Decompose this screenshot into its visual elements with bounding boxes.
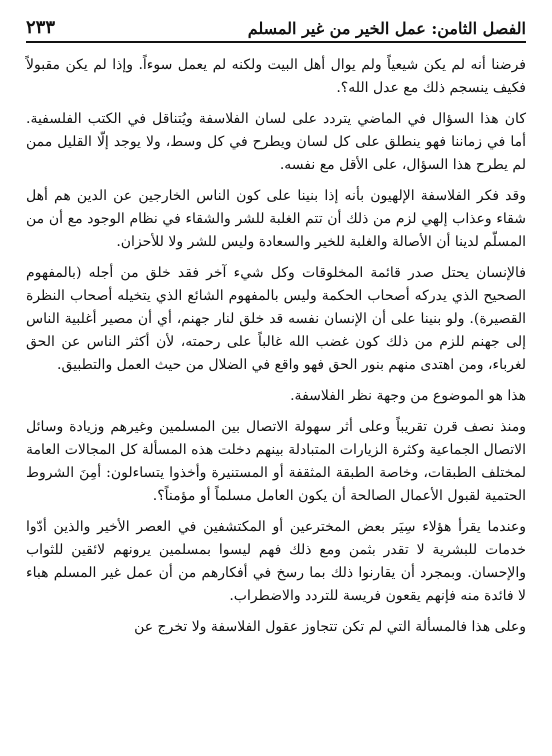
body-text — [26, 54, 526, 639]
page-number: ٢٣٣ — [26, 17, 56, 38]
paragraph: وعلى هذا فالمسألة التي لم تكن تتجاوز عقول الفلاسفة ولا تخرج عن — [134, 619, 526, 635]
paragraph: كان هذا السؤال في الماضي يتردد على لسان الفلاسفة ويُتناقل في الكتب الفلسفية. أما في زماننا فهو ينطلق على كل لسان ويطرح في كل وسط، ولا يوجد إلّا القليل ممن لم يطرح هذا السؤال، على الأقل مع نفسه. — [26, 111, 526, 173]
header-rule — [26, 41, 526, 43]
paragraph: هذا هو الموضوع من وجهة نظر الفلاسفة. — [290, 388, 526, 404]
paragraph: فالإنسان يحتل صدر قائمة المخلوقات وكل شيء آخر فقد خلق من أجله (بالمفهوم الصحيح الذي يدركه أصحاب الحكمة وليس بالمفهوم الشائع الذي يتخيله أصحاب النظرة القصيرة). ولو بنينا على أن الإنسان نفسه قد خلق لنار جهنم، أي أن مصير أغلبية الناس إلى جهنم للزم من ذلك كون غضب الله غالباً على رحمته، لأن أكثر الناس عن الحق لغرباء، ومن اهتدى منهم بنور الحق فهو واقع في الضلال من حيث العمل والتطبيق. — [26, 265, 526, 373]
paragraph: وعندما يقرأ هؤلاء سِيَر بعض المخترعين أو المكتشفين في العصر الأخير والذين أدّوا خدمات للبشرية لا تقدر بثمن ومع ذلك فهم ليسوا بمسلمين يرونهم لائقين للثواب والإحسان. وبمجرد أن يقارنوا ذلك بما رسخ في أفكارهم من أن عمل غير المسلم هباء لا فائدة منه فإنهم يقعون فريسة للتردد والاضطراب. — [26, 519, 526, 604]
paragraph: ومنذ نصف قرن تقريباً وعلى أثر سهولة الاتصال بين المسلمين وغيرهم وزيادة وسائل الاتصال الجماعية وكثرة الزيارات المتبادلة بينهم دخلت هذه المسألة كل المجالات العامة لمختلف الطبقات، وخاصة الطبقة المثقفة أو المستنيرة وأخذوا يتساءلون: أمِنَ الشروط الحتمية لقبول الأعمال الصالحة أن يكون العامل مسلماً أو مؤمناً؟. — [26, 419, 526, 504]
paragraph: فرضنا أنه لم يكن شيعياً ولم يوال أهل البيت ولكنه لم يعمل سوءاً. وإذا لم يكن مقبولاً فكيف ينسجم ذلك مع عدل الله؟. — [26, 57, 526, 96]
chapter-title: الفصل الثامن: عمل الخير من غير المسلم — [247, 19, 526, 38]
paragraph: وقد فكر الفلاسفة الإلهيون بأنه إذا بنينا على كون الناس الخارجين عن الدين هم أهل شقاء وعذاب إلهي لزم من ذلك أن تتم الغلبة للشر والشقاء في نظام الوجود مع أن من المسلّم لدينا أن الأصالة والغلبة للخير والسعادة وليس للشر ولا للأحزان. — [26, 188, 526, 250]
running-header — [26, 8, 526, 38]
